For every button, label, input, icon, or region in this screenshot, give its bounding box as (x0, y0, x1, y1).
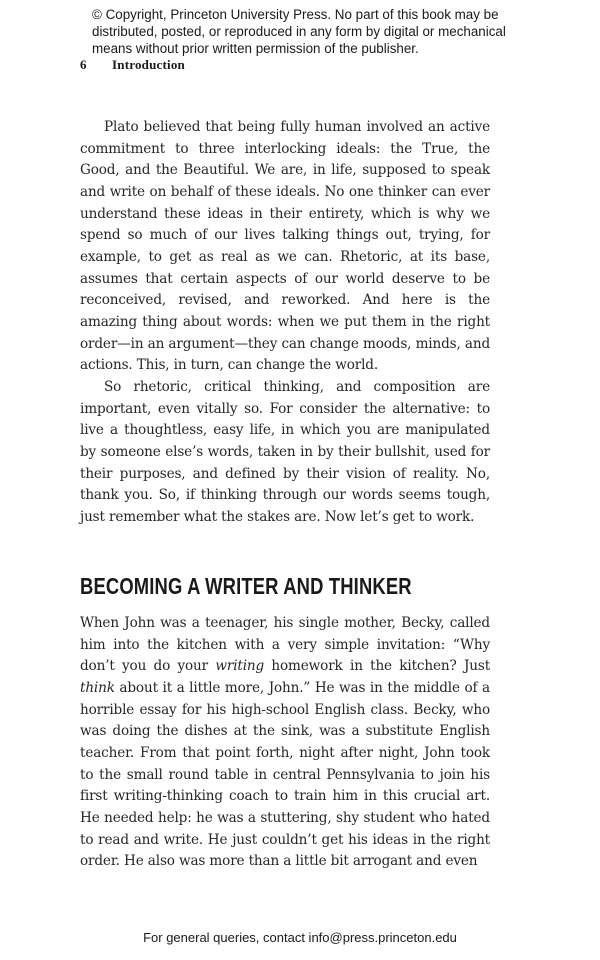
footer-contact: For general queries, contact info@press.princeton.edu (143, 930, 457, 945)
running-title: Introduction (112, 57, 185, 72)
copyright-notice: © Copyright, Princeton University Press. No part of this book may be distributed, posted, or reproduced in any form by digital or mechanical means without prior written permission of the publisher. (92, 7, 506, 56)
paragraph: So rhetoric, critical thinking, and composition are important, even vitally so. For consider the alternative: to live a thoughtless, easy life, in which you are manipulated by someone else’s words, taken in by their bullshit, used for their purposes, and defined by their vision of reality. No, thank you. So, if thinking through our words seems tough, just remember what the stakes are. Now let’s get to work. (80, 378, 490, 525)
running-head (80, 57, 185, 73)
body-text-section-2 (80, 613, 490, 873)
paragraph (80, 613, 490, 873)
text-run: homework in the kitchen? Just (264, 658, 491, 675)
paragraph: Plato believed that being fully human involved an active commitment to three interlocking ideals: the True, the Good, and the Beautiful. We are, in life, supposed to speak and write on behalf of these ideals. No one thinker can ever understand these ideas in their entirety, which is why we spend so much of our lives talking things out, trying, for example, to get as real as we can. Rhetoric, at its base, assumes that certain aspects of our world deserve to be reconceived, revised, and reworked. And here is the amazing thing about words: when we put them in the right order—in an argument—they can change moods, minds, and actions. This, in turn, can change the world. (80, 119, 490, 374)
section-heading: BECOMING A WRITER AND THINKER (80, 573, 412, 599)
text-run: about it a little more, John.” He was in the middle of a horrible essay for his high-school English class. Becky, who was doing the dishes at the sink, was a substitute English teacher. From that point forth, night after night, John took to the small round table in central Pennsylvania to join his first writing-thinking coach to train him in this crucial art. He needed help: he was a stuttering, shy student who hated to read and write. He just couldn’t get his ideas in the right order. He also was more than a little bit arrogant and even (80, 679, 490, 870)
text-run: When John was a teenager, his single mother, Becky, called him into the kitchen with a very simple invitation: “Why don’t you do your (80, 615, 490, 675)
emphasis-text: think (80, 679, 115, 696)
page-number: 6 (80, 57, 87, 72)
body-text-section-1 (80, 117, 490, 528)
emphasis-text: writing (215, 658, 265, 675)
